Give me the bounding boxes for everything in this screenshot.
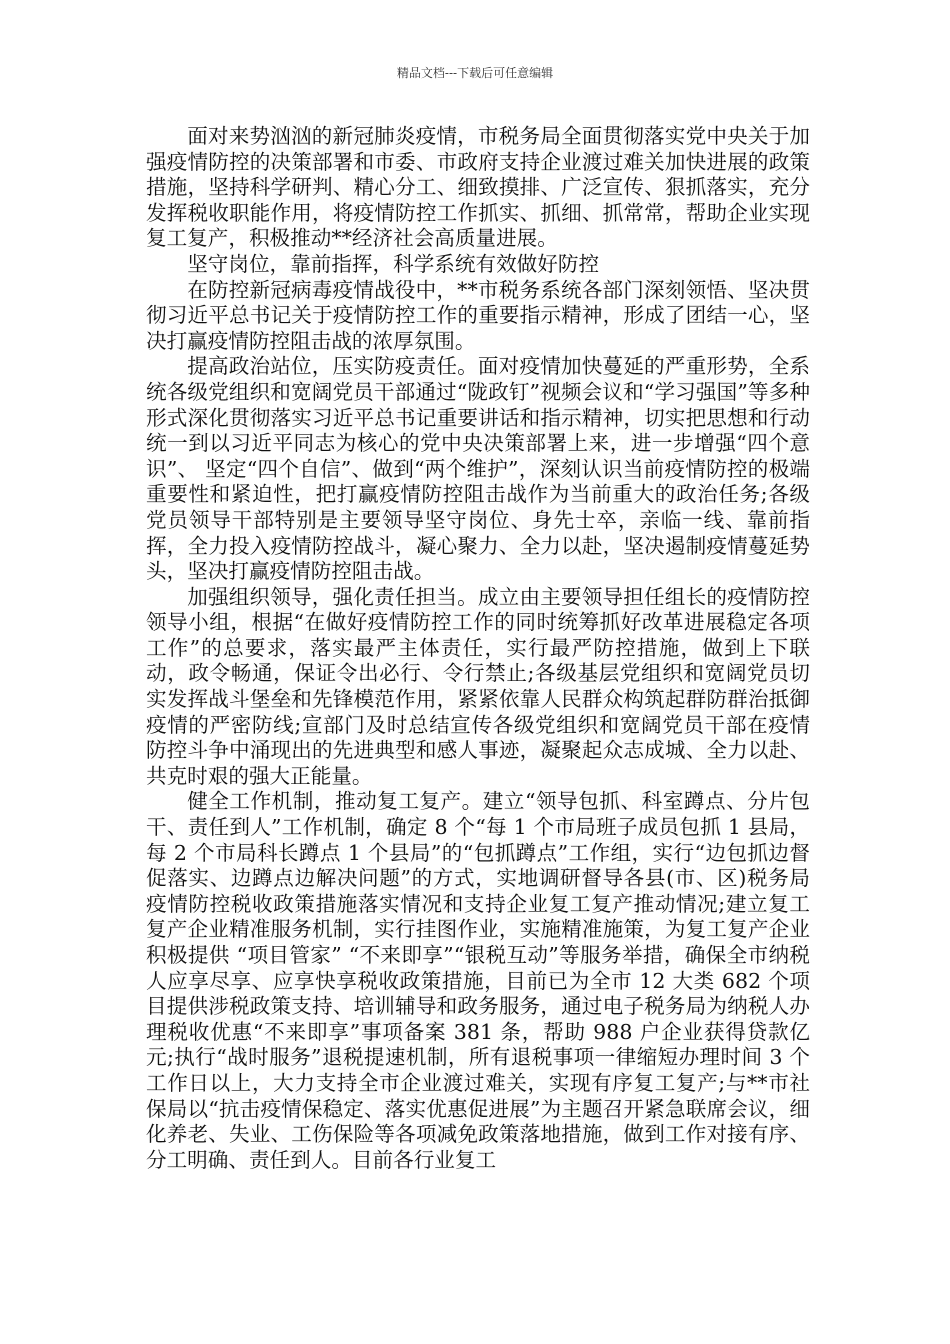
body-paragraph: 健全工作机制，推动复工复产。建立“领导包抓、科室蹲点、分片包干、责任到人”工作机制，确定 8 个“每 1 个市局班子成员包抓 1 县局，每 2 个市局科长蹲点 1 个县局”的“包抓蹲点”工作组，实行“边包抓边督促落实、边蹲点边解决问题”的方式，实地调研督导各县(市、区)税务局疫情防控税收政策措施落实情况和支持企业复工复产推动情况;建立复工复产企业精准服务机制，实行挂图作业，实施精准施策，为复工复产企业积极提供 “项目管家” “不来即享”“银税互动”等服务举措，确保全市纳税人应享尽享、应享快享税收政策措施，目前已为全市 12 大类 682 个项目提供涉税政策支持、培训辅导和政务服务，通过电子税务局为纳税人办理税收优惠“不来即享”事项备案 381 条，帮助 988 户企业获得贷款亿元;执行“战时服务”退税提速机制，所有退税事项一律缩短办理时间 3 个工作日以上，大力支持全市企业渡过难关，实现有序复工复产;与**市社保局以“抗击疫情保稳定、落实优惠促进展”为主题召开紧急联席会议，细化养老、失业、工伤保险等各项减免政策落地措施，做到工作对接有序、分工明确、责任到人。目前各行业复工 xyxy=(146,789,810,1172)
page-header: 精品文档---下载后可任意编辑 xyxy=(396,66,554,80)
intro-paragraph: 面对来势汹汹的新冠肺炎疫情，市税务局全面贯彻落实党中央关于加强疫情防控的决策部署和市委、市政府支持企业渡过难关加快进展的政策措施，坚持科学研判、精心分工、细致摸排、广泛宣传、狠抓落实，充分发挥税收职能作用，将疫情防控工作抓实、抓细、抓常常，帮助企业实现复工复产，积极推动**经济社会高质量进展。 xyxy=(146,124,810,251)
body-paragraph: 在防控新冠病毒疫情战役中，**市税务系统各部门深刻领悟、坚决贯彻习近平总书记关于疫情防控工作的重要指示精神，形成了团结一心，坚决打赢疫情防控阻击战的浓厚氛围。 xyxy=(146,277,810,353)
section-heading: 坚守岗位，靠前指挥，科学系统有效做好防控 xyxy=(187,251,600,276)
body-paragraph: 加强组织领导，强化责任担当。成立由主要领导担任组长的疫情防控领导小组，根据“在做好疫情防控工作的同时统筹抓好改革进展稳定各项工作”的总要求，落实最严主体责任，实行最严防控措施，做到上下联动，政令畅通，保证令出必行、令行禁止;各级基层党组织和宽阔党员切实发挥战斗堡垒和先锋模范作用，紧紧依靠人民群众构筑起群防群治抵御疫情的严密防线;宣部门及时总结宣传各级党组织和宽阔党员干部在疫情防控斗争中涌现出的先进典型和感人事迹，凝聚起众志成城、全力以赴、共克时艰的强大正能量。 xyxy=(146,584,810,788)
body-paragraph: 提高政治站位，压实防疫责任。面对疫情加快蔓延的严重形势，全系统各级党组织和宽阔党员干部通过“陇政钉”视频会议和“学习强国”等多种形式深化贯彻落实习近平总书记重要讲话和指示精神，切实把思想和行动统一到以习近平同志为核心的党中央决策部署上来，进一步增强“四个意识”、 坚定“四个自信”、做到“两个维护”，深刻认识当前疫情防控的极端重要性和紧迫性，把打赢疫情防控阻击战作为当前重大的政治任务;各级党员领导干部特别是主要领导坚守岗位、身先士卒，亲临一线、靠前指挥，全力投入疫情防控战斗，凝心聚力、全力以赴，坚决遏制疫情蔓延势头，坚决打赢疫情防控阻击战。 xyxy=(146,354,810,584)
document-body xyxy=(146,124,810,1173)
